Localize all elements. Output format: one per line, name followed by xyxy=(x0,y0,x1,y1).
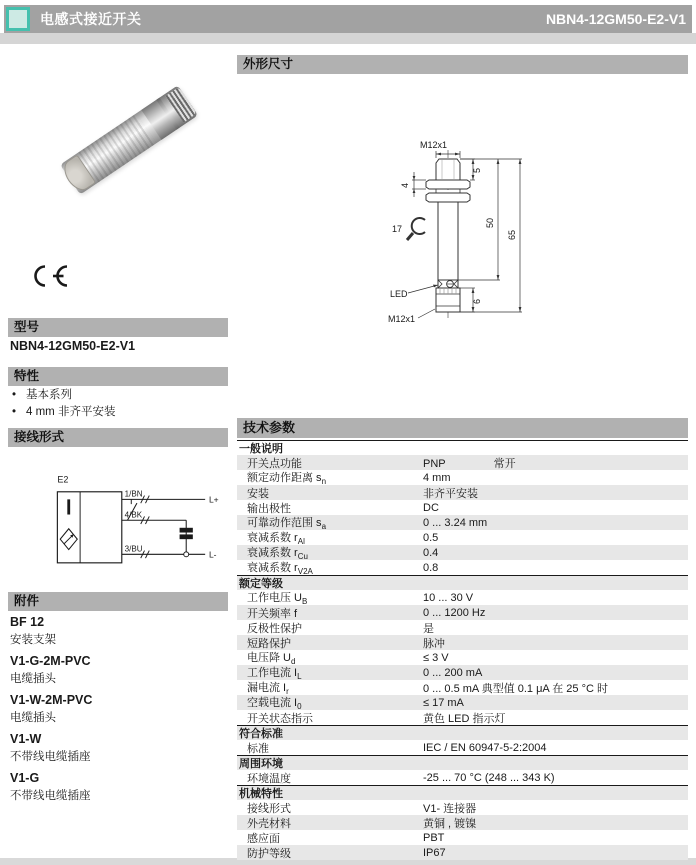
value-text: 是 xyxy=(423,622,434,635)
row-label: 输出极性 xyxy=(247,502,291,515)
arrowhead xyxy=(436,153,441,156)
sensor-thread-texture xyxy=(78,113,156,182)
row-value xyxy=(423,710,688,726)
table-row xyxy=(237,845,688,860)
table-row xyxy=(237,500,688,515)
value-text: 0.8 xyxy=(423,561,439,574)
table-row xyxy=(237,620,688,635)
row-value xyxy=(423,532,688,544)
accessory-name: V1-W xyxy=(10,732,42,746)
model-number-title: NBN4-12GM50-E2-V1 xyxy=(545,11,686,27)
top-header-bar xyxy=(4,5,692,33)
feature-item xyxy=(12,405,224,420)
table-row xyxy=(237,590,688,605)
arrowhead xyxy=(497,275,500,280)
arrowhead xyxy=(519,159,522,164)
ce-letter-c xyxy=(36,267,46,286)
pin1-label: 1/BN xyxy=(124,489,143,499)
wiring-type-label: E2 xyxy=(57,474,69,485)
row-value xyxy=(423,472,688,484)
junction-node xyxy=(184,552,189,557)
value-text: ≤ 3 V xyxy=(423,651,449,664)
value-text: DC xyxy=(423,501,439,514)
value-text-2: 常开 xyxy=(493,457,516,470)
table-row xyxy=(237,635,688,650)
section-header-accessories: 附件 xyxy=(8,592,228,611)
sensor-body xyxy=(438,202,458,280)
section-title: 符合标准 xyxy=(239,728,283,740)
row-value xyxy=(423,800,688,816)
table-row xyxy=(237,740,688,755)
row-label: 空载电流 $I_0$ xyxy=(247,696,302,712)
feature-text: 基本系列 xyxy=(26,389,72,401)
row-label: 接线形式 xyxy=(247,802,291,815)
feature-item xyxy=(12,388,224,403)
value-text: 0.4 xyxy=(423,546,439,559)
table-row xyxy=(237,455,688,470)
wrench-icon xyxy=(407,218,425,240)
table-row xyxy=(237,530,688,545)
row-value xyxy=(423,815,688,831)
row-value xyxy=(423,667,688,679)
row-value xyxy=(423,562,688,574)
pin4-label: 4/BK xyxy=(124,510,143,520)
header-divider-strip xyxy=(0,33,696,44)
row-label: 环境温度 xyxy=(247,772,291,785)
features-list xyxy=(12,388,224,422)
section-header-dimensions: 外形尺寸 xyxy=(237,55,688,74)
table-row xyxy=(237,650,688,665)
bullet-icon: • xyxy=(12,406,17,418)
section-title: 机械特性 xyxy=(239,788,283,800)
thread-top-label: M12x1 xyxy=(420,140,448,150)
row-label: 电压降 $U_d$ xyxy=(247,651,296,667)
arrowhead xyxy=(472,288,475,293)
value-text: 0 ... 1200 Hz xyxy=(423,606,486,619)
table-row xyxy=(237,710,688,725)
table-row xyxy=(237,680,688,695)
arrowhead xyxy=(472,175,475,180)
row-value xyxy=(423,772,688,784)
load-symbol xyxy=(180,528,193,533)
row-value xyxy=(423,680,688,696)
leader-line xyxy=(418,309,435,318)
value-text: IP67 xyxy=(423,846,446,859)
row-label: 防护等级 xyxy=(247,847,291,860)
row-label: 衰减系数 $r_{Al}$ xyxy=(247,531,305,547)
section-title: 额定等级 xyxy=(239,578,283,590)
row-value xyxy=(423,485,688,501)
arrowhead xyxy=(519,307,522,312)
row-label: 漏电流 $I_r$ xyxy=(247,681,289,697)
value-text: PNP xyxy=(423,457,446,470)
dimension-drawing xyxy=(376,136,591,336)
arrowhead xyxy=(497,159,500,164)
value-text: 非齐平安装 xyxy=(423,487,478,500)
ce-mark xyxy=(30,263,70,289)
section-header-connection: 接线形式 xyxy=(8,428,228,447)
dim-active-len-label: 50 xyxy=(485,217,495,228)
model-value: NBN4-12GM50-E2-V1 xyxy=(10,339,136,353)
value-text: 0 ... 3.24 mm xyxy=(423,516,488,529)
row-value xyxy=(423,455,688,471)
value-text: -25 ... 70 °C (248 ... 343 K) xyxy=(423,771,555,784)
table-section-header xyxy=(237,725,688,740)
value-text: IEC / EN 60947-5-2:2004 xyxy=(423,741,547,754)
row-value xyxy=(423,652,688,664)
value-text: 脉冲 xyxy=(423,637,445,650)
dim-nut-label: 4 xyxy=(400,182,410,188)
tech-parameter-table xyxy=(237,440,688,860)
accessory-name: V1-W-2M-PVC xyxy=(10,693,93,707)
feature-text: 4 mm 非齐平安装 xyxy=(26,406,116,418)
table-row xyxy=(237,830,688,845)
arrowhead xyxy=(455,153,460,156)
row-label: 外壳材料 xyxy=(247,817,291,830)
accessory-desc: 电缆插头 xyxy=(10,673,56,685)
table-row xyxy=(237,815,688,830)
table-row xyxy=(237,770,688,785)
value-text: 0 ... 200 mA xyxy=(423,666,483,679)
load-symbol xyxy=(180,534,193,539)
sensor-image xyxy=(60,85,198,194)
row-label: 开关状态指示 xyxy=(247,712,313,725)
value-text: PBT xyxy=(423,831,445,844)
hex-nut-1 xyxy=(426,180,470,189)
table-row xyxy=(237,485,688,500)
row-value xyxy=(423,620,688,636)
wiring-sensor-box xyxy=(57,492,121,563)
value-text: 0 ... 0.5 mA 典型值 0.1 μA 在 25 °C 时 xyxy=(423,682,608,695)
section-header-features: 特性 xyxy=(8,367,228,386)
value-text: 黄铜 , 镀镍 xyxy=(423,817,477,830)
dim-thread-len-label: 5 xyxy=(472,167,482,173)
thread-bottom-label: M12x1 xyxy=(388,314,416,324)
hex-nut-2 xyxy=(426,193,470,202)
sensor-thread-top xyxy=(436,159,460,180)
row-label: 开关点功能 xyxy=(247,457,302,470)
row-value xyxy=(423,832,688,844)
value-text: 0.5 xyxy=(423,531,439,544)
section-title: 一般说明 xyxy=(239,443,283,455)
accessory-desc: 安装支架 xyxy=(10,634,56,646)
table-row xyxy=(237,470,688,485)
product-type-title: 电感式接近开关 xyxy=(40,11,142,27)
sensor-connector-end xyxy=(141,85,198,139)
table-row xyxy=(237,800,688,815)
row-value xyxy=(423,592,688,604)
table-row xyxy=(237,665,688,680)
arrowhead xyxy=(433,285,438,288)
arrowhead xyxy=(472,159,475,164)
table-row xyxy=(237,605,688,620)
brand-logo-icon xyxy=(6,7,30,31)
row-label: 标准 xyxy=(247,742,269,755)
arrowhead xyxy=(413,189,416,193)
accessories-list xyxy=(10,608,224,803)
row-label: 短路保护 xyxy=(247,637,291,650)
row-label: 反极性保护 xyxy=(247,622,302,635)
accessory-name: V1-G xyxy=(10,771,40,785)
table-row xyxy=(237,560,688,575)
wiring-diagram xyxy=(46,470,226,583)
row-label: 可靠动作范围 $s_a$ xyxy=(247,516,327,532)
terminal-plus-label: L+ xyxy=(208,494,219,505)
section-header-tech: 技术参数 xyxy=(237,418,688,438)
wrench-size-label: 17 xyxy=(392,224,403,234)
accessory-name: BF 12 xyxy=(10,615,45,629)
dim-connector-label: 6 xyxy=(472,298,482,304)
row-value xyxy=(423,502,688,514)
accessory-desc: 不带线电缆插座 xyxy=(10,751,91,763)
row-value xyxy=(423,517,688,529)
pin3-label: 3/BU xyxy=(124,544,143,554)
section-header-model: 型号 xyxy=(8,318,228,337)
row-label: 工作电压 $U_B$ xyxy=(247,591,308,607)
table-section-header xyxy=(237,755,688,770)
row-label: 安装 xyxy=(247,487,269,500)
value-text: 4 mm xyxy=(423,471,451,484)
dim-total-len-label: 65 xyxy=(507,229,517,240)
table-section-header xyxy=(237,785,688,800)
row-value xyxy=(423,847,688,859)
row-label: 额定动作距离 $s_n$ xyxy=(247,471,327,487)
row-value xyxy=(423,742,688,754)
leader-line xyxy=(408,285,438,293)
accessory-desc: 电缆插头 xyxy=(10,712,56,724)
row-label: 衰减系数 $r_{V2A}$ xyxy=(247,561,313,577)
row-label: 工作电流 $I_L$ xyxy=(247,666,302,682)
section-title: 周围环境 xyxy=(239,758,283,770)
table-row xyxy=(237,545,688,560)
table-row xyxy=(237,515,688,530)
row-value xyxy=(423,697,688,709)
table-section-header xyxy=(237,440,688,455)
value-text: 10 ... 30 V xyxy=(423,591,474,604)
table-section-header xyxy=(237,575,688,590)
accessory-desc: 不带线电缆插座 xyxy=(10,790,91,802)
row-label: 衰减系数 $r_{Cu}$ xyxy=(247,546,308,562)
row-value xyxy=(423,607,688,619)
bullet-icon: • xyxy=(12,389,17,401)
accessory-name: V1-G-2M-PVC xyxy=(10,654,91,668)
arrowhead xyxy=(413,176,416,180)
led-label: LED xyxy=(390,289,408,299)
value-text: ≤ 17 mA xyxy=(423,696,464,709)
value-text: V1- 连接器 xyxy=(423,802,477,815)
arrowhead xyxy=(472,307,475,312)
row-label: 感应面 xyxy=(247,832,280,845)
row-value xyxy=(423,547,688,559)
value-text: 黄色 LED 指示灯 xyxy=(423,712,506,725)
table-row xyxy=(237,695,688,710)
row-label: 开关频率 f xyxy=(247,607,298,620)
terminal-minus-label: L- xyxy=(208,549,217,560)
row-value xyxy=(423,635,688,651)
